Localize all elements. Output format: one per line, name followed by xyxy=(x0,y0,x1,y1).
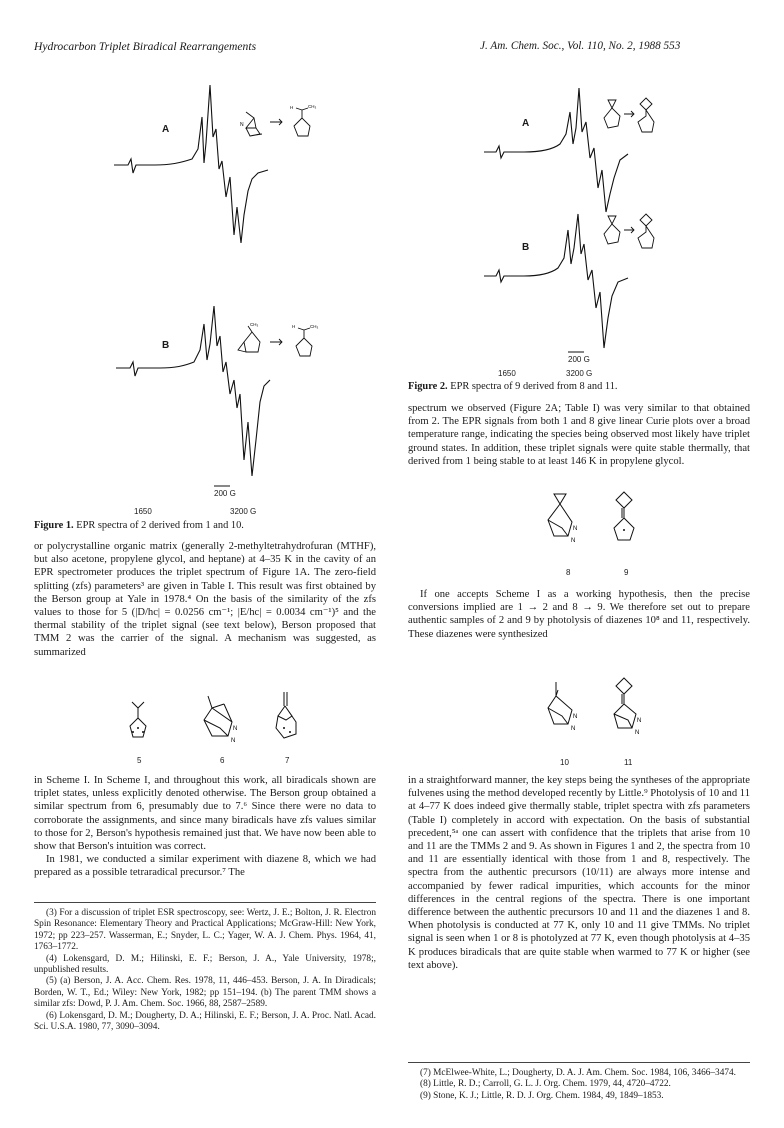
footnote-4: (4) Lokensgard, D. M.; Hilinski, E. F.; Berson, J. A., Yale University, 1978;, unpublished results. xyxy=(34,953,376,976)
right-column-text-bottom xyxy=(408,774,750,972)
svg-text:H: H xyxy=(290,105,294,110)
svg-text:N: N xyxy=(240,122,244,128)
figure-1-field-high: 3200 G xyxy=(230,507,257,516)
figure-1-caption-label: Figure 1. xyxy=(34,520,74,531)
compound-label-8: 8 xyxy=(566,568,571,577)
figure-2-structure-a xyxy=(594,96,664,136)
figure-2-caption-label: Figure 2. xyxy=(408,381,448,392)
compound-label-5: 5 xyxy=(137,756,142,765)
svg-text:N: N xyxy=(571,538,576,544)
right-paragraph-2: If one accepts Scheme I as a working hypothesis, then the precise conversions implied are 1 → 2 and 8 → 9. We therefore set out to prepare authentic samples of 2 and 9 by photolysis of diazenes 10⁸ and 11, respectively. These diazenes were synthesized xyxy=(408,589,750,640)
compound-label-7: 7 xyxy=(285,756,290,765)
footnote-6: (6) Lokensgard, D. M.; Dougherty, D. A.; Hilinski, E. F.; Berson, J. A. Proc. Natl. Acad. Sci. U.S.A. 1980, 77, 3090–3094. xyxy=(34,1010,376,1033)
right-paragraph-3: in a straightforward manner, the key steps being the syntheses of the appropriate fulvenes using the method developed recently by Little.⁹ Photolysis of 10 and 11 at 4–77 K does indeed give thermally stable, triplet spectra with zfs parameters (Table I) completely in accord with expectation. On the basis of substantial precedent,⁵ᵃ one can assert with confidence that the triplets that arise from 10 and 11 are the TMMs 2 and 9. As shown in Figures 1 and 2, the spectra from 10 and 11 are essentially identical with those from 1 and 8, respectively. The spectra from the authentic precursors (10/11) are always more intense and accompanied by fewer radical impurities, which accounts for the minor differences in the central regions of the spectra. There is one important difference between the authentic precursors 10 and 11 and the diazenes 1 and 8. When photolysis is conducted at 77 K, only 10 and 11 give TMMs. No triplet signal is seen when 1 or 8 is photolyzed at 77 K, even though photolysis at 4–35 K produces biradicals that are quite stable when warmed to 77 K or higher (see text above). xyxy=(408,775,750,971)
compound-label-6: 6 xyxy=(220,756,225,765)
left-column-text-bottom xyxy=(34,774,376,880)
figure-2-field-low: 1650 xyxy=(498,369,516,378)
left-footnote-rule xyxy=(34,902,376,903)
svg-text:H: H xyxy=(292,324,296,329)
figure-1-structure-b xyxy=(232,320,332,364)
right-column-text-top xyxy=(408,402,750,468)
right-paragraph-1: spectrum we observed (Figure 2A; Table I) was very similar to that obtained from 2. The EPR signals from both 1 and 8 give linear Curie plots over a broad temperature range, indicating the species being observed most likely have triplet ground states. In addition, these triplet signals were quite stable thermally, that derived from 1 being stable to at least 146 K in propylene glycol. xyxy=(408,403,750,467)
svg-text:CH₃: CH₃ xyxy=(310,324,319,329)
compound-label-11: 11 xyxy=(624,758,633,767)
svg-text:CH₃: CH₃ xyxy=(308,104,317,109)
svg-text:N: N xyxy=(573,526,578,532)
svg-text:N: N xyxy=(231,738,236,744)
footnote-9: (9) Stone, K. J.; Little, R. D. J. Org. Chem. 1984, 49, 1849–1853. xyxy=(420,1090,664,1101)
footnote-8: (8) Little, R. D.; Carroll, G. L. J. Org. Chem. 1979, 44, 4720–4722. xyxy=(420,1079,671,1090)
svg-text:N: N xyxy=(637,718,642,724)
footnote-3: (3) For a discussion of triplet ESR spectroscopy, see: Wertz, J. E.; Bolton, J. R. Electron Spin Resonance: Elementary Theory and Practical Applications; McGraw-Hill: New York, 1972; pp 223–257. Wasserman, E.; Snyder, L. C.; Yager, W. A. J. Chem. Phys. 1964, 41, 1763–1772. xyxy=(34,908,376,953)
compounds-5-6-7 xyxy=(100,690,350,760)
running-header-title: Hydrocarbon Triplet Biradical Rearrangements xyxy=(34,40,257,53)
left-footnotes xyxy=(34,908,376,1033)
figure-2-panel-b-label: B xyxy=(522,242,530,253)
compound-label-9: 9 xyxy=(624,568,629,577)
figure-2-caption-text: EPR spectra of 9 derived from 8 and 11. xyxy=(447,381,618,392)
svg-text:N: N xyxy=(233,726,238,732)
figure-2-field-high: 3200 G xyxy=(566,369,593,378)
svg-text:CH₃: CH₃ xyxy=(250,322,259,327)
compounds-10-11 xyxy=(520,676,660,746)
figure-1-caption-text: EPR spectra of 2 derived from 1 and 10. xyxy=(73,520,244,531)
running-header-journal: J. Am. Chem. Soc., Vol. 110, No. 2, 1988 553 xyxy=(480,40,681,52)
figure-1-caption xyxy=(34,520,244,531)
compounds-8-9 xyxy=(520,490,660,560)
svg-text:N: N xyxy=(573,714,578,720)
svg-text:N: N xyxy=(635,730,640,736)
footnote-5: (5) (a) Berson, J. A. Acc. Chem. Res. 1978, 11, 446–453. Berson, J. A. In Diradicals; Borden, W. T., Ed.; Wiley: New York, 1982; pp 151–194. (b) The parent TMM shows a similar zfs: Dowd, P. J. Am. Chem. Soc. 1966, 88, 2587–2589. xyxy=(34,976,376,1010)
compound-label-10: 10 xyxy=(560,758,569,767)
figure-1-structure-a xyxy=(238,104,328,144)
left-paragraph-2: in Scheme I. In Scheme I, and throughout this work, all biradicals shown are triplet states, unless explicitly denoted otherwise. The Berson group obtained a similar spectrum from 6, presumably due to 7.⁶ Since there were no data to corroborate the assignments, and since many biradicals have zfs values similar to those for 2, Berson's hypothesis remained just that. We have now been able to show that Berson's intuition was correct. xyxy=(34,775,376,853)
figure-2-scale-bar-label: 200 G xyxy=(568,355,590,364)
left-column-text-top xyxy=(34,540,376,659)
right-footnote-rule xyxy=(408,1062,750,1063)
figure-1-panel-a-label: A xyxy=(162,124,170,135)
figure-2-caption xyxy=(408,381,618,392)
right-column-text-middle xyxy=(408,588,750,641)
figure-1-field-low: 1650 xyxy=(134,507,152,516)
figure-2-panel-a-label: A xyxy=(522,118,530,129)
right-footnotes xyxy=(408,1068,750,1102)
left-paragraph-3: In 1981, we conducted a similar experiment with diazene 8, which we had prepared as a possible tetraradical precursor.⁷ The xyxy=(34,854,376,879)
figure-1-panel-b-label: B xyxy=(162,340,170,351)
figure-1-scale-bar-label: 200 G xyxy=(214,489,236,498)
figure-2-structure-b xyxy=(594,212,664,252)
left-paragraph-1: or polycrystalline organic matrix (generally 2-methyltetrahydrofuran (MTHF), but also acetone, propylene glycol, and heptane) at 4–35 K in the cavity of an EPR spectrometer produces the triplet spectrum of Figure 1A. The zero-field splitting (zfs) parameters³ are given in Table I. This result was first obtained by the Berson group at Yale in 1978.⁴ On the basis of the similarity of the zfs values to those for 5 (|D/hc| = 0.0256 cm⁻¹; |E/hc| = 0.0034 cm⁻¹)⁵ and the thermal stability of the triplet signal (see text below), Berson proposed that TMM 2 was the carrier of the signal. A mechanism was suggested, as summarized xyxy=(34,541,376,658)
footnote-7: (7) McElwee-White, L.; Dougherty, D. A. J. Am. Chem. Soc. 1984, 106, 3466–3474. xyxy=(420,1068,736,1078)
svg-text:N: N xyxy=(571,726,576,732)
